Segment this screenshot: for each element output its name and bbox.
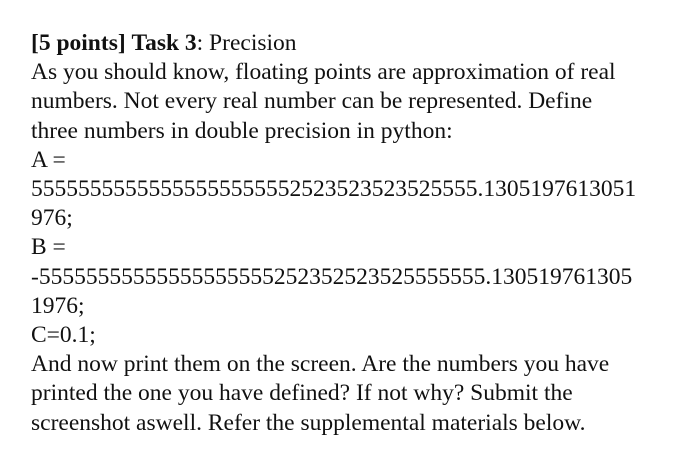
instruction-line-2: printed the one you have defined? If not why? Submit the (31, 380, 573, 407)
instruction-line-3: screenshot aswell. Refer the supplemental materials below. (31, 409, 586, 436)
variable-b-value: -55555555555555555555252352523525555555.130519761305 (31, 263, 633, 290)
task-heading (31, 29, 671, 58)
body-line-1: As you should know, floating points are approximation of real (31, 59, 616, 86)
body-line-3: three numbers in double precision in python: (31, 117, 453, 144)
task-document (31, 29, 671, 438)
task-label: Task 3 (131, 30, 197, 56)
variable-a-value: 55555555555555555555552523523523525555.1305197613051 (31, 176, 637, 203)
task-points: [5 points] (31, 30, 126, 56)
variable-a-value-continued: 976; (31, 205, 73, 232)
variable-a-label: A = (31, 146, 66, 173)
variable-b-label: B = (31, 234, 66, 261)
variable-c: C=0.1; (31, 322, 96, 349)
body-line-2: numbers. Not every real number can be represented. Define (31, 88, 593, 115)
task-title: : Precision (196, 30, 297, 56)
instruction-line-1: And now print them on the screen. Are the numbers you have (31, 351, 610, 378)
variable-b-value-continued: 1976; (31, 292, 85, 319)
